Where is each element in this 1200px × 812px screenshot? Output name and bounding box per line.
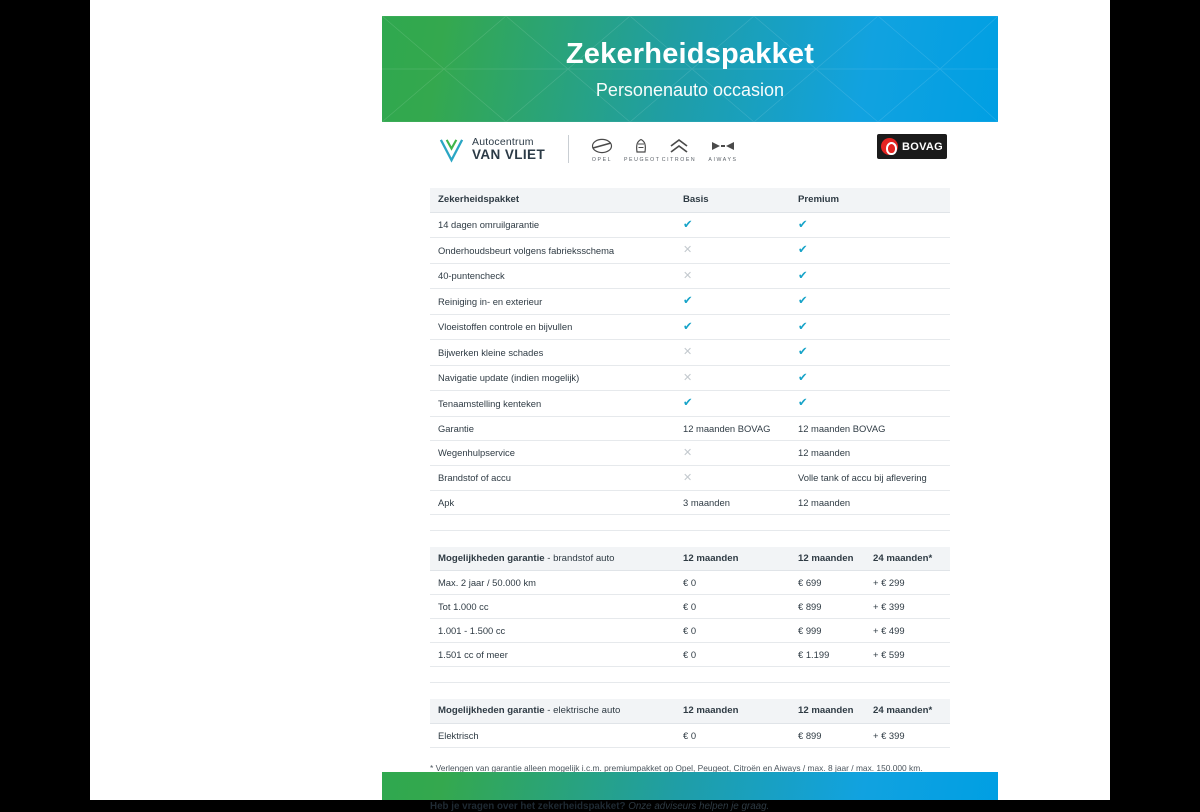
question-italic: Onze adviseurs helpen je graag. xyxy=(625,800,770,812)
table-row xyxy=(430,238,950,264)
table-row xyxy=(430,289,950,315)
oem-peugeot-label: PEUGEOT xyxy=(624,157,661,163)
row-basis xyxy=(675,440,790,465)
header-basis: Basis xyxy=(675,188,790,212)
row-label: Elektrisch xyxy=(430,723,675,747)
table-row xyxy=(430,723,950,747)
check-icon: ✔ xyxy=(798,371,808,384)
table-row xyxy=(430,643,950,667)
table-row xyxy=(430,263,950,289)
fuel-header-col3: 24 maanden* xyxy=(865,547,950,571)
dealer-name-line2: VAN VLIET xyxy=(472,146,546,162)
row-col1: € 0 xyxy=(675,723,790,747)
row-premium xyxy=(790,391,950,417)
row-col3: + € 299 xyxy=(865,571,950,595)
opel-logo-icon xyxy=(582,138,622,154)
row-feature: Apk xyxy=(430,490,675,514)
oem-peugeot xyxy=(624,138,661,163)
row-col1: € 0 xyxy=(675,619,790,643)
bovag-badge xyxy=(877,134,947,159)
row-feature: Reiniging in- en exterieur xyxy=(430,289,675,315)
cross-icon: ✕ xyxy=(683,446,693,459)
electric-warranty-table xyxy=(430,699,950,748)
cross-icon: ✕ xyxy=(683,244,693,257)
row-col1: € 0 xyxy=(675,571,790,595)
row-col3: + € 499 xyxy=(865,619,950,643)
table-row xyxy=(430,619,950,643)
cell-text: 12 maanden BOVAG xyxy=(683,422,771,434)
table-row xyxy=(430,571,950,595)
tables-container xyxy=(430,188,950,812)
check-icon: ✔ xyxy=(798,218,808,231)
table-row xyxy=(430,365,950,391)
row-feature: 14 dagen omruilgarantie xyxy=(430,212,675,238)
oem-citroen-label: CITROEN xyxy=(661,157,697,163)
brand-row xyxy=(382,132,998,176)
row-feature: Brandstof of accu xyxy=(430,465,675,490)
row-col1: € 0 xyxy=(675,643,790,667)
fuel-header-row xyxy=(430,547,950,571)
row-feature: Garantie xyxy=(430,416,675,440)
spacer-cell xyxy=(430,667,675,683)
check-icon: ✔ xyxy=(683,218,693,231)
question-line xyxy=(430,801,950,812)
oem-citroen xyxy=(660,138,698,163)
row-premium xyxy=(790,440,950,465)
oem-opel-label: OPEL xyxy=(591,157,613,163)
table-row xyxy=(430,416,950,440)
citroen-logo-icon xyxy=(660,138,698,154)
electric-warranty-body xyxy=(430,723,950,747)
spacer-cell xyxy=(675,514,790,530)
row-feature: Tenaamstelling kenteken xyxy=(430,391,675,417)
electric-header-col2: 12 maanden xyxy=(790,699,865,723)
spacer-cell xyxy=(865,667,950,683)
spacer-cell xyxy=(790,667,865,683)
table-header-row xyxy=(430,188,950,212)
row-col2: € 1.199 xyxy=(790,643,865,667)
table-row xyxy=(430,314,950,340)
row-basis xyxy=(675,465,790,490)
row-premium xyxy=(790,365,950,391)
row-col2: € 699 xyxy=(790,571,865,595)
question-bold: Heb je vragen over het zekerheidspakket? xyxy=(430,800,626,812)
electric-header-col1: 12 maanden xyxy=(675,699,790,723)
row-basis xyxy=(675,212,790,238)
cell-text: Volle tank of accu bij aflevering xyxy=(798,472,927,483)
row-basis xyxy=(675,263,790,289)
dealer-logo xyxy=(438,136,545,163)
fuel-header-col2: 12 maanden xyxy=(790,547,865,571)
table-row xyxy=(430,340,950,366)
row-premium xyxy=(790,263,950,289)
check-icon: ✔ xyxy=(683,397,693,409)
table-row xyxy=(430,391,950,417)
row-premium xyxy=(790,490,950,514)
row-basis xyxy=(675,314,790,340)
row-basis xyxy=(675,416,790,440)
row-premium xyxy=(790,238,950,264)
row-basis xyxy=(675,365,790,391)
fuel-header-label xyxy=(430,547,675,571)
oem-aiways xyxy=(700,138,746,163)
row-premium xyxy=(790,289,950,315)
row-col3: + € 399 xyxy=(865,595,950,619)
oem-aiways-label: AIWAYS xyxy=(708,157,738,163)
table-spacer-row xyxy=(430,514,950,530)
fuel-warranty-table xyxy=(430,547,950,684)
banner-subtitle: Personenauto occasion xyxy=(595,80,785,100)
row-premium xyxy=(790,314,950,340)
row-feature: Onderhoudsbeurt volgens fabrieksschema xyxy=(430,238,675,264)
check-icon: ✔ xyxy=(683,320,693,333)
electric-header-label xyxy=(430,699,675,723)
row-col2: € 999 xyxy=(790,619,865,643)
table-row xyxy=(430,490,950,514)
row-feature: Wegenhulpservice xyxy=(430,440,675,465)
dealer-name-line1: Autocentrum xyxy=(472,135,534,148)
fuel-warranty-body xyxy=(430,571,950,683)
table-gap-1 xyxy=(430,531,950,547)
electric-header-row xyxy=(430,699,950,723)
table-row xyxy=(430,212,950,238)
package-comparison-table xyxy=(430,188,950,531)
check-icon: ✔ xyxy=(798,244,808,256)
table-gap-2 xyxy=(430,683,950,699)
header-banner xyxy=(382,16,998,122)
cross-icon: ✕ xyxy=(683,269,693,282)
cell-text: 12 maanden xyxy=(798,447,851,458)
row-basis xyxy=(675,238,790,264)
row-col2: € 899 xyxy=(790,723,865,747)
electric-header-subtitle: - elektrische auto xyxy=(544,705,621,717)
bovag-label: BOVAG xyxy=(902,140,944,153)
row-feature: Vloeistoffen controle en bijvullen xyxy=(430,314,675,340)
check-icon: ✔ xyxy=(798,397,808,409)
footer-bar xyxy=(382,772,998,800)
cell-text: 3 maanden xyxy=(683,496,730,508)
check-icon: ✔ xyxy=(798,320,808,333)
row-col3: + € 599 xyxy=(865,643,950,667)
header-premium: Premium xyxy=(790,188,950,212)
row-label: Tot 1.000 cc xyxy=(430,595,675,619)
check-icon: ✔ xyxy=(798,269,808,282)
table-spacer-row xyxy=(430,667,950,683)
spacer-cell xyxy=(675,667,790,683)
row-label: 1.001 - 1.500 cc xyxy=(430,619,675,643)
table-row xyxy=(430,440,950,465)
spacer-cell xyxy=(430,514,675,530)
aiways-logo-icon xyxy=(700,138,746,154)
row-premium xyxy=(790,465,950,490)
check-icon: ✔ xyxy=(798,346,808,358)
footnote: * Verlengen van garantie alleen mogelijk i.c.m. premiumpakket op Opel, Peugeot, Citroën en Aiways / max. 8 jaar / max. 150.000 km. xyxy=(430,762,923,773)
check-icon: ✔ xyxy=(798,295,808,307)
cross-icon: ✕ xyxy=(683,346,693,359)
dealer-logo-text xyxy=(472,137,545,162)
row-basis xyxy=(675,490,790,514)
package-comparison-body xyxy=(430,212,950,530)
oem-opel xyxy=(582,138,622,163)
table-row xyxy=(430,595,950,619)
fuel-header-subtitle: - brandstof auto xyxy=(544,552,615,564)
cross-icon: ✕ xyxy=(683,471,693,484)
cross-icon: ✕ xyxy=(683,371,693,384)
electric-header-title: Mogelijkheden garantie xyxy=(438,705,545,717)
banner-title: Zekerheidspakket xyxy=(565,38,815,70)
row-feature: 40-puntencheck xyxy=(430,263,675,289)
row-col1: € 0 xyxy=(675,595,790,619)
row-label: 1.501 cc of meer xyxy=(430,643,675,667)
document-sheet xyxy=(90,0,1110,812)
cell-text: 12 maanden BOVAG xyxy=(798,422,886,434)
row-col3: + € 399 xyxy=(865,723,950,747)
fuel-header-col1: 12 maanden xyxy=(675,547,790,571)
row-basis xyxy=(675,289,790,315)
cell-text: 12 maanden xyxy=(798,496,851,508)
spacer-cell xyxy=(790,514,950,530)
row-feature: Navigatie update (indien mogelijk) xyxy=(430,365,675,391)
row-basis xyxy=(675,391,790,417)
electric-header-col3: 24 maanden* xyxy=(865,699,950,723)
row-basis xyxy=(675,340,790,366)
header-feature: Zekerheidspakket xyxy=(430,188,675,212)
fuel-header-title: Mogelijkheden garantie xyxy=(438,552,545,564)
row-col2: € 899 xyxy=(790,595,865,619)
peugeot-logo-icon xyxy=(624,138,658,154)
check-icon: ✔ xyxy=(683,295,693,307)
bovag-shield-icon xyxy=(881,138,898,155)
brand-divider xyxy=(568,135,569,163)
van-vliet-logo-icon xyxy=(438,136,465,163)
table-row xyxy=(430,465,950,490)
row-premium xyxy=(790,416,950,440)
row-label: Max. 2 jaar / 50.000 km xyxy=(430,571,675,595)
row-premium xyxy=(790,212,950,238)
row-feature: Bijwerken kleine schades xyxy=(430,340,675,366)
row-premium xyxy=(790,340,950,366)
